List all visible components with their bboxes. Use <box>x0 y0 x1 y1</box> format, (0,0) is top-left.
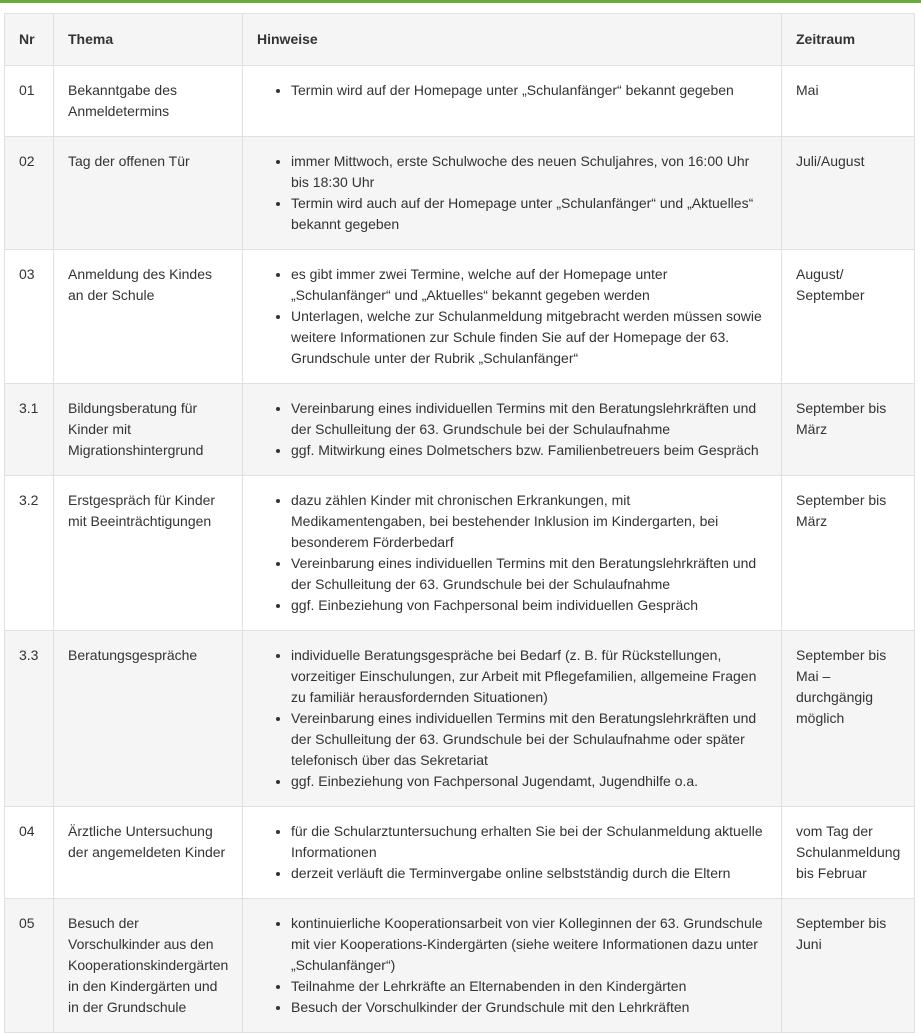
row-hinweise <box>243 476 782 631</box>
table-row <box>5 476 915 631</box>
table-header-row <box>5 14 915 66</box>
row-thema: Bekanntgabe des Anmeldetermins <box>54 66 243 137</box>
hinweis-item: • Teilnahme der Lehrkräfte an Elternabenden in den Kindergärten <box>291 976 767 997</box>
row-thema: Bildungsberatung für Kinder mit Migrationshintergrund <box>54 384 243 476</box>
table-row <box>5 66 915 137</box>
row-nr: 02 <box>5 137 54 250</box>
row-hinweise <box>243 66 782 137</box>
hinweise-list <box>257 645 767 792</box>
hinweis-item: • kontinuierliche Kooperationsarbeit von vier Kolleginnen der 63. Grundschule mit vier Kooperations-Kindergärten (siehe weitere Informationen dazu unter „Schulanfänger“) <box>291 913 767 976</box>
row-nr: 3.2 <box>5 476 54 631</box>
hinweis-item: • immer Mittwoch, erste Schulwoche des neuen Schuljahres, von 16:00 Uhr bis 18:30 Uhr <box>291 151 767 193</box>
hinweise-list <box>257 913 767 1018</box>
table-row <box>5 250 915 384</box>
row-nr: 01 <box>5 66 54 137</box>
row-zeitraum: September bis März <box>782 384 915 476</box>
hinweis-item: • individuelle Beratungsgespräche bei Bedarf (z. B. für Rückstellungen, vorzeitiger Einschulungen, zur Arbeit mit Pflegefamilien, allgemeine Fragen zu familiär herausfordernden Situationen) <box>291 645 767 708</box>
row-hinweise <box>243 250 782 384</box>
hinweis-item: • dazu zählen Kinder mit chronischen Erkrankungen, mit Medikamentengaben, bei bestehender Inklusion im Kindergarten, bei besonderem Förderbedarf <box>291 490 767 553</box>
row-zeitraum: September bis März <box>782 476 915 631</box>
header-nr: Nr <box>5 14 54 66</box>
row-hinweise <box>243 137 782 250</box>
row-zeitraum: September bis Juni <box>782 899 915 1033</box>
table-row <box>5 384 915 476</box>
accent-top-bar <box>0 0 921 3</box>
hinweis-item: • es gibt immer zwei Termine, welche auf der Homepage unter „Schulanfänger“ und „Aktuelles“ bekannt gegeben werden <box>291 264 767 306</box>
hinweis-item: • ggf. Einbeziehung von Fachpersonal Jugendamt, Jugendhilfe o.a. <box>291 771 767 792</box>
row-thema: Ärztliche Untersuchung der angemeldeten Kinder <box>54 807 243 899</box>
hinweis-item: • Unterlagen, welche zur Schulanmeldung mitgebracht werden müssen sowie weitere Informationen zur Schule finden Sie auf der Homepage der 63. Grundschule unter der Rubrik „Schulanfänger“ <box>291 306 767 369</box>
hinweis-item: • Besuch der Vorschulkinder der Grundschule mit den Lehrkräften <box>291 997 767 1018</box>
table-row <box>5 899 915 1033</box>
hinweis-item: • derzeit verläuft die Terminvergabe online selbstständig durch die Eltern <box>291 863 767 884</box>
schedule-table <box>4 13 915 1033</box>
hinweis-item: • ggf. Einbeziehung von Fachpersonal beim individuellen Gespräch <box>291 595 767 616</box>
hinweis-item: • ggf. Mitwirkung eines Dolmetschers bzw. Familienbetreuers beim Gespräch <box>291 440 767 461</box>
hinweis-item: • für die Schularztuntersuchung erhalten Sie bei der Schulanmeldung aktuelle Informationen <box>291 821 767 863</box>
hinweise-list <box>257 398 767 461</box>
table-row <box>5 631 915 807</box>
row-hinweise <box>243 384 782 476</box>
row-zeitraum: Mai <box>782 66 915 137</box>
hinweise-list <box>257 264 767 369</box>
header-thema: Thema <box>54 14 243 66</box>
hinweis-item: • Vereinbarung eines individuellen Termins mit den Beratungslehrkräften und der Schulleitung der 63. Grundschule bei der Schulaufnahme oder später telefonisch über das Sekretariat <box>291 708 767 771</box>
row-nr: 3.1 <box>5 384 54 476</box>
row-thema: Beratungsgespräche <box>54 631 243 807</box>
row-hinweise <box>243 807 782 899</box>
row-zeitraum: vom Tag der Schulanmeldung bis Februar <box>782 807 915 899</box>
header-zeitraum: Zeitraum <box>782 14 915 66</box>
row-thema: Besuch der Vorschulkinder aus den Kooperationskindergärten in den Kindergärten und in der Grundschule <box>54 899 243 1033</box>
hinweise-list <box>257 151 767 235</box>
row-hinweise <box>243 899 782 1033</box>
row-thema: Tag der offenen Tür <box>54 137 243 250</box>
hinweis-item: • Vereinbarung eines individuellen Termins mit den Beratungslehrkräften und der Schulleitung der 63. Grundschule bei der Schulaufnahme <box>291 553 767 595</box>
row-nr: 3.3 <box>5 631 54 807</box>
row-thema: Erstgespräch für Kinder mit Beeinträchtigungen <box>54 476 243 631</box>
row-thema: Anmeldung des Kindes an der Schule <box>54 250 243 384</box>
row-nr: 04 <box>5 807 54 899</box>
row-nr: 05 <box>5 899 54 1033</box>
row-zeitraum: Juli/August <box>782 137 915 250</box>
hinweis-item: • Termin wird auch auf der Homepage unter „Schulanfänger“ und „Aktuelles“ bekannt gegeben <box>291 193 767 235</box>
row-zeitraum: September bis Mai – durchgängig möglich <box>782 631 915 807</box>
header-hinweise: Hinweise <box>243 14 782 66</box>
table-body <box>5 66 915 1033</box>
row-hinweise <box>243 631 782 807</box>
hinweise-list <box>257 490 767 616</box>
table-row <box>5 137 915 250</box>
row-zeitraum: August/ September <box>782 250 915 384</box>
row-nr: 03 <box>5 250 54 384</box>
table-row <box>5 807 915 899</box>
hinweis-item: • Vereinbarung eines individuellen Termins mit den Beratungslehrkräften und der Schulleitung der 63. Grundschule bei der Schulaufnahme <box>291 398 767 440</box>
hinweise-list <box>257 821 767 884</box>
hinweise-list <box>257 80 767 101</box>
hinweis-item: • Termin wird auf der Homepage unter „Schulanfänger“ bekannt gegeben <box>291 80 767 101</box>
